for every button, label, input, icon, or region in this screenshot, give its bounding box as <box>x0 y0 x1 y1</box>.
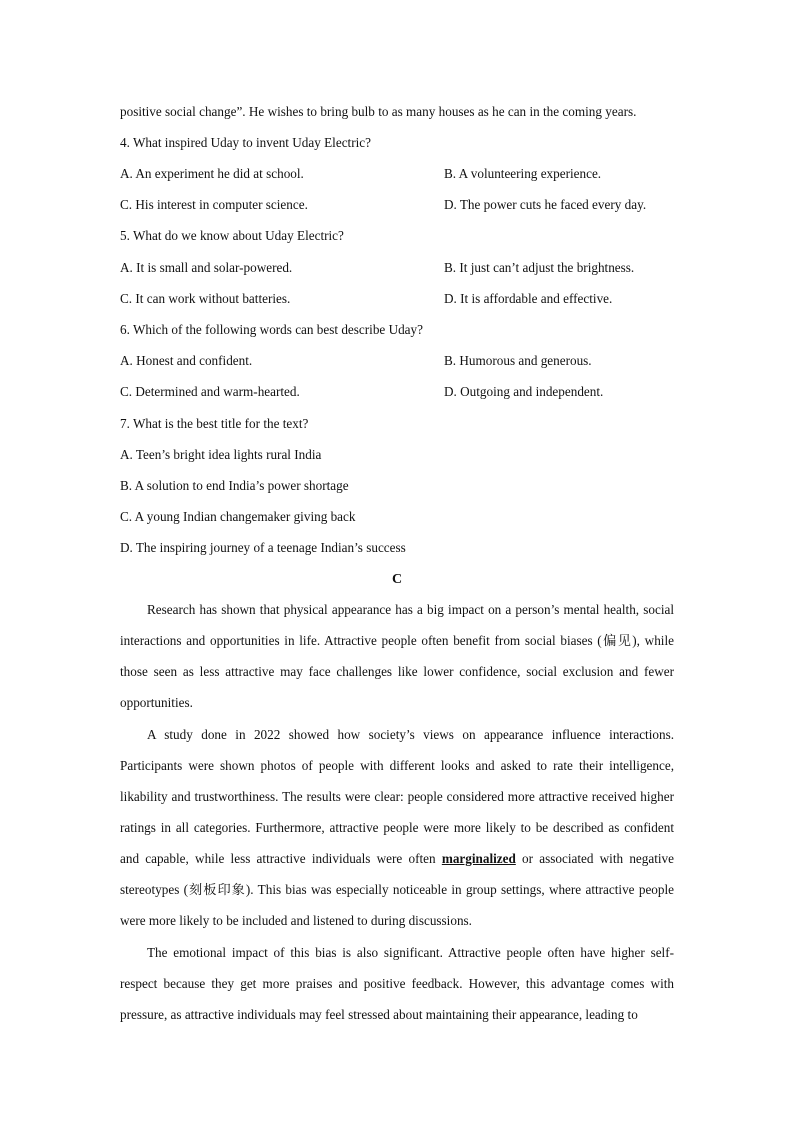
question-7-option-c: C. A young Indian changemaker giving back <box>120 509 356 524</box>
highlighted-vocabulary-word: marginalized <box>441 851 516 866</box>
question-5-option-b: B. It just can’t adjust the brightness. <box>444 260 635 275</box>
question-6-option-c: C. Determined and warm-hearted. <box>120 384 300 399</box>
question-7-option-b: B. A solution to end India’s power shortage <box>120 478 349 493</box>
question-7-stem: 7. What is the best title for the text? <box>120 416 309 431</box>
section-heading: C <box>391 572 403 587</box>
question-5-option-a: A. It is small and solar-powered. <box>120 260 293 275</box>
paragraph-2 <box>120 719 674 936</box>
question-5-option-d: D. It is affordable and effective. <box>444 291 613 306</box>
question-7-option-a: A. Teen’s bright idea lights rural India <box>120 447 322 462</box>
question-4-stem: 4. What inspired Uday to invent Uday Electric? <box>120 135 371 150</box>
question-6-option-d: D. Outgoing and independent. <box>444 384 604 399</box>
question-4-option-d: D. The power cuts he faced every day. <box>444 197 647 212</box>
paragraph-2-text-before: A study done in 2022 showed how society’s views on appearance influence interactions. Participants were shown photos of people with different looks and asked to rate their intelligence, likability and trustworthiness. The results were clear: people considered more attractive received higher ratings in all categories. Furthermore, attractive people were more likely to be described as confident and capable, while less attractive individuals were often <box>120 727 674 866</box>
question-4-option-a: A. An experiment he did at school. <box>120 166 304 181</box>
question-4-option-c: C. His interest in computer science. <box>120 197 308 212</box>
question-4-option-b: B. A volunteering experience. <box>444 166 602 181</box>
question-5-stem: 5. What do we know about Uday Electric? <box>120 228 344 243</box>
question-6-stem: 6. Which of the following words can best describe Uday? <box>120 322 423 337</box>
question-5-option-c: C. It can work without batteries. <box>120 291 291 306</box>
intro-line: positive social change”. He wishes to bring bulb to as many houses as he can in the coming years. <box>120 104 637 119</box>
paragraph-3: The emotional impact of this bias is also significant. Attractive people often have higher self-respect because they get more praises and positive feedback. However, this advantage comes with pressure, as attractive individuals may feel stressed about maintaining their appearance, leading to <box>120 945 674 1022</box>
paragraph-2-text-after: or associated with negative stereotypes (刻板印象). This bias was especially noticeable in group settings, where attractive people were more likely to be included and listened to during discussions. <box>120 851 674 928</box>
question-6-option-b: B. Humorous and generous. <box>444 353 592 368</box>
paragraph-1: Research has shown that physical appearance has a big impact on a person’s mental health, social interactions and opportunities in life. Attractive people often benefit from social biases (偏见), while those seen as less attractive may face challenges like lower confidence, social exclusion and fewer opportunities. <box>120 602 674 710</box>
question-7-option-d: D. The inspiring journey of a teenage Indian’s success <box>120 540 406 555</box>
question-6-option-a: A. Honest and confident. <box>120 353 253 368</box>
